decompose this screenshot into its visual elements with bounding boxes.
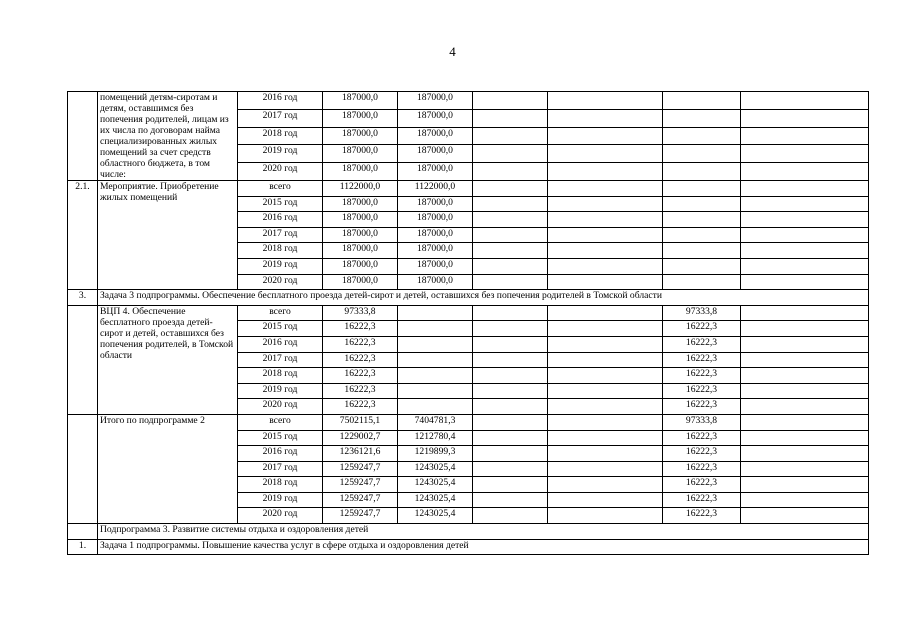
item-name-cell: ВЦП 4. Обеспечение бесплатного проезда детей-сирот и детей, оставшихся без попечения родителей, в Томской области [98,305,238,414]
value-cell [548,430,663,446]
value-cell [473,430,548,446]
value-cell [473,305,548,321]
period-cell: 2015 год [238,196,323,212]
value-cell [548,92,663,110]
value-cell: 187000,0 [398,196,473,212]
value-cell [741,274,869,290]
value-cell [741,163,869,181]
period-cell: 2018 год [238,127,323,145]
value-cell [473,383,548,399]
period-cell: всего [238,414,323,430]
value-cell [741,321,869,337]
period-cell: всего [238,305,323,321]
budget-table [67,91,869,555]
value-cell: 1219899,3 [398,446,473,462]
table-row [68,414,869,430]
value-cell: 16222,3 [663,446,741,462]
value-cell [473,508,548,524]
value-cell [473,352,548,368]
value-cell: 1229002,7 [323,430,398,446]
value-cell [663,92,741,110]
value-cell: 187000,0 [323,274,398,290]
row-number-cell: 3. [68,290,98,306]
value-cell: 187000,0 [323,92,398,110]
value-cell: 187000,0 [323,109,398,127]
value-cell [741,461,869,477]
value-cell: 187000,0 [398,227,473,243]
table-row [68,290,869,306]
value-cell [741,352,869,368]
value-cell: 16222,3 [663,336,741,352]
value-cell: 187000,0 [323,212,398,228]
value-cell: 187000,0 [323,227,398,243]
value-cell [548,109,663,127]
row-number-cell: 1. [68,539,98,555]
value-cell [741,127,869,145]
value-cell [548,321,663,337]
section-heading-cell: Задача 1 подпрограммы. Повышение качества услуг в сфере отдыха и оздоровления детей [98,539,869,555]
value-cell [473,336,548,352]
table-row [68,181,869,197]
item-name-cell: помещений детям-сиротам и детям, оставшимся без попечения родителей, лицам из их числа по договорам найма специализированных жилых помещений за счет средств областного бюджета, в том числе: [98,92,238,181]
value-cell: 16222,3 [323,399,398,415]
row-number-cell [68,524,98,540]
value-cell [548,399,663,415]
value-cell [548,352,663,368]
value-cell: 187000,0 [323,258,398,274]
value-cell [473,212,548,228]
value-cell [398,336,473,352]
value-cell [663,109,741,127]
value-cell: 187000,0 [398,212,473,228]
value-cell [741,383,869,399]
value-cell: 1259247,7 [323,508,398,524]
value-cell: 1122000,0 [398,181,473,197]
value-cell [473,368,548,384]
value-cell: 16222,3 [323,352,398,368]
value-cell [741,368,869,384]
value-cell [398,321,473,337]
value-cell: 187000,0 [323,243,398,259]
value-cell [548,243,663,259]
value-cell [398,399,473,415]
value-cell [741,212,869,228]
row-number-cell [68,305,98,414]
period-cell: 2019 год [238,383,323,399]
value-cell: 16222,3 [663,461,741,477]
value-cell [548,477,663,493]
value-cell [741,258,869,274]
value-cell [473,477,548,493]
value-cell [473,414,548,430]
value-cell [663,258,741,274]
value-cell [473,181,548,197]
value-cell [398,305,473,321]
value-cell: 16222,3 [663,430,741,446]
table-row [68,539,869,555]
value-cell: 1259247,7 [323,461,398,477]
period-cell: 2019 год [238,145,323,163]
value-cell [741,492,869,508]
period-cell: 2016 год [238,336,323,352]
value-cell: 187000,0 [398,243,473,259]
value-cell [548,127,663,145]
value-cell: 1122000,0 [323,181,398,197]
period-cell: 2018 год [238,477,323,493]
value-cell: 1243025,4 [398,477,473,493]
value-cell [741,399,869,415]
value-cell [741,145,869,163]
value-cell [473,274,548,290]
section-heading-cell: Задача 3 подпрограммы. Обеспечение бесплатного проезда детей-сирот и детей, оставшихся без попечения родителей в Томской области [98,290,869,306]
value-cell [548,258,663,274]
value-cell [473,227,548,243]
row-number-cell: 2.1. [68,181,98,290]
value-cell: 16222,3 [663,492,741,508]
value-cell [663,274,741,290]
value-cell: 16222,3 [663,368,741,384]
value-cell [741,109,869,127]
value-cell [548,508,663,524]
period-cell: 2016 год [238,446,323,462]
period-cell: 2020 год [238,508,323,524]
period-cell: 2017 год [238,461,323,477]
period-cell: 2017 год [238,352,323,368]
row-number-cell [68,92,98,181]
period-cell: 2015 год [238,430,323,446]
value-cell [663,243,741,259]
item-name-cell: Мероприятие. Приобретение жилых помещений [98,181,238,290]
section-heading-cell: Подпрограмма 3. Развитие системы отдыха и оздоровления детей [98,524,869,540]
value-cell [663,181,741,197]
value-cell [473,92,548,110]
value-cell [473,109,548,127]
period-cell: 2020 год [238,399,323,415]
value-cell [548,145,663,163]
value-cell [548,196,663,212]
value-cell: 7502115,1 [323,414,398,430]
value-cell: 187000,0 [398,163,473,181]
value-cell: 1243025,4 [398,508,473,524]
value-cell: 187000,0 [398,92,473,110]
value-cell [473,446,548,462]
value-cell [663,227,741,243]
value-cell: 187000,0 [323,127,398,145]
period-cell: 2018 год [238,368,323,384]
value-cell [741,305,869,321]
value-cell: 1236121,6 [323,446,398,462]
value-cell [548,336,663,352]
item-name-cell: Итого по подпрограмме 2 [98,414,238,523]
value-cell [473,258,548,274]
value-cell: 16222,3 [663,508,741,524]
period-cell: 2015 год [238,321,323,337]
value-cell: 97333,8 [323,305,398,321]
value-cell: 1243025,4 [398,461,473,477]
period-cell: 2017 год [238,109,323,127]
value-cell [473,145,548,163]
value-cell [473,492,548,508]
value-cell [398,352,473,368]
value-cell: 187000,0 [323,196,398,212]
period-cell: всего [238,181,323,197]
value-cell: 16222,3 [663,399,741,415]
value-cell: 187000,0 [398,258,473,274]
value-cell: 1259247,7 [323,477,398,493]
value-cell [548,305,663,321]
period-cell: 2017 год [238,227,323,243]
value-cell [548,181,663,197]
value-cell: 97333,8 [663,414,741,430]
value-cell [741,414,869,430]
value-cell [741,336,869,352]
value-cell: 16222,3 [323,383,398,399]
table-row [68,305,869,321]
value-cell: 16222,3 [663,383,741,399]
value-cell [741,227,869,243]
value-cell [741,508,869,524]
value-cell [473,243,548,259]
value-cell [473,196,548,212]
value-cell [663,212,741,228]
value-cell [548,212,663,228]
period-cell: 2019 год [238,258,323,274]
value-cell: 1212780,4 [398,430,473,446]
value-cell [548,163,663,181]
table-row [68,524,869,540]
value-cell: 187000,0 [398,274,473,290]
value-cell: 187000,0 [398,145,473,163]
row-number-cell [68,414,98,523]
value-cell [741,477,869,493]
value-cell [741,92,869,110]
table-row [68,92,869,110]
value-cell [473,461,548,477]
value-cell [548,274,663,290]
value-cell: 16222,3 [323,368,398,384]
value-cell [741,181,869,197]
value-cell [548,227,663,243]
period-cell: 2020 год [238,163,323,181]
value-cell [548,461,663,477]
period-cell: 2019 год [238,492,323,508]
value-cell [741,446,869,462]
period-cell: 2016 год [238,212,323,228]
value-cell: 7404781,3 [398,414,473,430]
period-cell: 2016 год [238,92,323,110]
value-cell: 1243025,4 [398,492,473,508]
value-cell [473,399,548,415]
value-cell: 97333,8 [663,305,741,321]
value-cell [473,127,548,145]
value-cell [663,145,741,163]
value-cell [398,383,473,399]
value-cell [548,383,663,399]
value-cell: 16222,3 [663,321,741,337]
value-cell [548,414,663,430]
period-cell: 2018 год [238,243,323,259]
value-cell: 16222,3 [323,336,398,352]
value-cell [663,127,741,145]
value-cell: 1259247,7 [323,492,398,508]
value-cell: 187000,0 [323,163,398,181]
value-cell [663,163,741,181]
value-cell [741,430,869,446]
value-cell [741,196,869,212]
value-cell [473,163,548,181]
value-cell: 16222,3 [663,477,741,493]
value-cell [741,243,869,259]
value-cell: 187000,0 [398,109,473,127]
value-cell [473,321,548,337]
value-cell [663,196,741,212]
page-number: 4 [449,44,456,59]
value-cell: 16222,3 [663,352,741,368]
period-cell: 2020 год [238,274,323,290]
value-cell [548,368,663,384]
value-cell [398,368,473,384]
value-cell: 16222,3 [323,321,398,337]
value-cell: 187000,0 [323,145,398,163]
value-cell: 187000,0 [398,127,473,145]
value-cell [548,446,663,462]
value-cell [548,492,663,508]
